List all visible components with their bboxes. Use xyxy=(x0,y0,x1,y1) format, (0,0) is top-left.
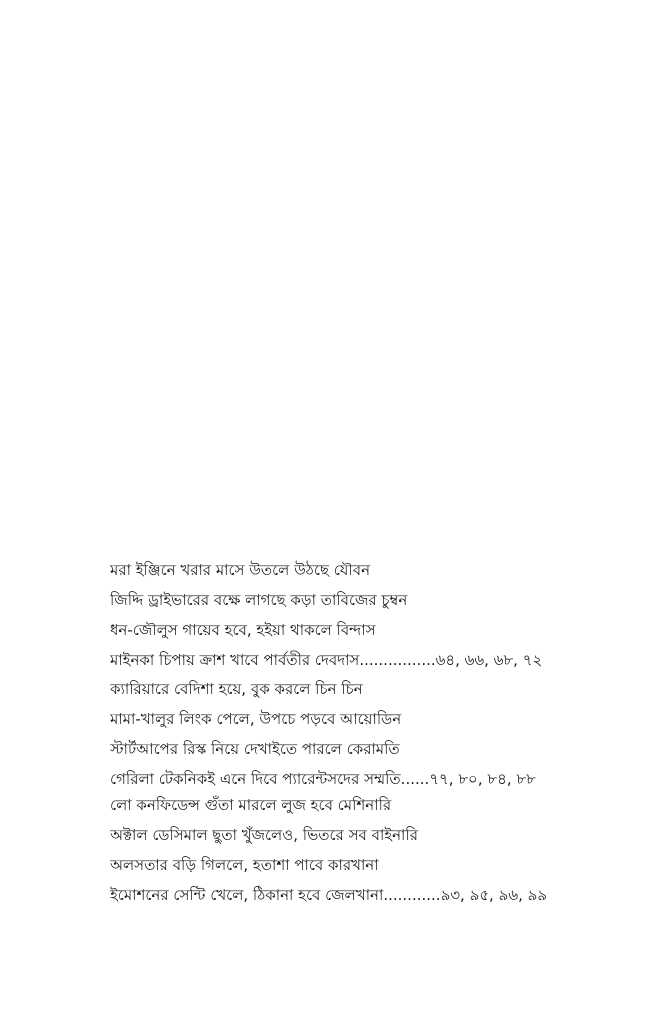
verse-line: ক্যারিয়ারে বেদিশা হয়ে, বুক করলে চিন চিন xyxy=(110,680,363,698)
verse-line: ধন-জৌলুস গায়েব হবে, হইয়া থাকলে বিন্দাস xyxy=(110,621,376,639)
verse-line: লো কনফিডেন্স গুঁতা মারলে লুজ হবে মেশিনারি xyxy=(110,796,392,814)
verse-line: মামা-খালুর লিংক পেলে, উপচে পড়বে আয়োডিন xyxy=(110,710,402,728)
verse-stanza-2 xyxy=(110,674,560,794)
verse-line-with-page-refs: গেরিলা টেকনিকই এনে দিবে প্যারেন্টসদের সম্মতি......৭৭, ৮০, ৮৪, ৮৮ xyxy=(110,770,536,788)
verse-line: জিদ্দি ড্রাইভারের বক্ষে লাগছে কড়া তাবিজের চুম্বন xyxy=(110,591,408,609)
verse-line: স্টার্টআপের রিস্ক নিয়ে দেখাইতে পারলে কেরামতি xyxy=(110,740,400,758)
verse-stanza-3 xyxy=(110,790,560,910)
verse-line: অক্টাল ডেসিমাল ছুতা খুঁজলেও, ভিতরে সব বাইনারি xyxy=(110,826,418,844)
verse-stanza-1 xyxy=(110,555,560,675)
verse-line: অলসতার বড়ি গিললে, হতাশা পাবে কারখানা xyxy=(110,856,379,874)
verse-line: মরা ইঞ্জিনে খরার মাসে উতলে উঠছে যৌবন xyxy=(110,561,371,579)
verse-line-with-page-refs: ইমোশনের সেন্টি খেলে, ঠিকানা হবে জেলখানা............৯৩, ৯৫, ৯৬, ৯৯ xyxy=(110,886,548,904)
verse-line-with-page-refs: মাইনকা চিপায় ক্রাশ খাবে পার্বতীর দেবদাস................৬৪, ৬৬, ৬৮, ৭২ xyxy=(110,651,543,669)
